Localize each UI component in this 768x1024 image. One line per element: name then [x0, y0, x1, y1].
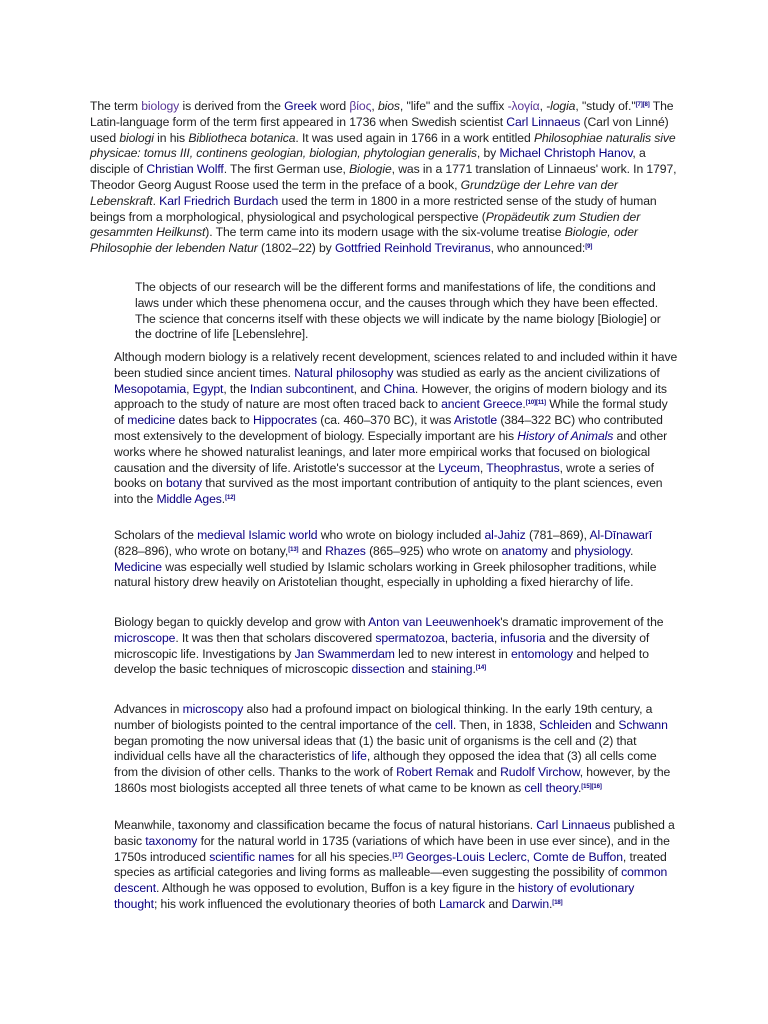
- text: and the diversity of microscopic life. Investigations by: [114, 630, 650, 661]
- text: .: [577, 780, 582, 795]
- text: ; his work influenced the evolutionary theories of both: [153, 896, 440, 911]
- link-theophrastus[interactable]: Theophrastus: [486, 460, 560, 475]
- text: began promoting the now universal ideas that (1) the basic unit of organisms is the cell and (2) that individual cells have all the characteristics of: [114, 733, 637, 764]
- text: ,: [539, 99, 547, 113]
- text: , although they opposed the idea that (3) all cells come from the division of other cells. Thanks to the work of: [114, 749, 657, 780]
- text: . It was used again in 1766 in a work entitled: [295, 130, 534, 145]
- text: and: [473, 765, 501, 780]
- text: (865–925) who wrote on: [365, 543, 502, 558]
- link-egypt[interactable]: Egypt: [192, 381, 224, 396]
- term-biologie: Biologie: [349, 162, 392, 177]
- text: Meanwhile, taxonomy and classification became the focus of natural historians.: [114, 818, 537, 832]
- title-philosophiae-naturalis: Philosophiae naturalis sive physicae: tomus III, continens geologian, biologian, phytologian generalis: [90, 130, 676, 161]
- title-bibliotheca-botanica: Bibliotheca botanica: [188, 130, 296, 145]
- link-rhazes[interactable]: Rhazes: [325, 543, 366, 558]
- text: . Then, in 1838,: [452, 717, 540, 732]
- link-carl-linnaeus[interactable]: Carl Linnaeus: [536, 818, 611, 832]
- text: The term: [90, 99, 142, 113]
- text: (ca. 460–370 BC), it was: [316, 413, 454, 428]
- citation-12[interactable]: [225, 495, 235, 501]
- link-anatomy[interactable]: anatomy: [501, 543, 548, 558]
- text: .: [522, 397, 526, 412]
- link-medieval-islamic-world[interactable]: medieval Islamic world: [197, 528, 318, 542]
- link-entomology[interactable]: entomology: [511, 646, 574, 661]
- link-ancient-greece[interactable]: ancient Greece: [441, 397, 523, 412]
- link-indian-subcontinent[interactable]: Indian subcontinent: [249, 381, 354, 396]
- text: for the natural world in 1735 (variations of which have been in use ever since), and in the 1750s introduced: [114, 833, 670, 864]
- text: .: [549, 896, 553, 911]
- text: that survived as the most important contribution of antiquity to the plant sciences, even into the: [114, 476, 663, 507]
- text: who wrote on biology included: [317, 528, 485, 542]
- text: and: [404, 662, 432, 677]
- citation-9[interactable]: [585, 244, 592, 250]
- text: While the formal study of: [114, 397, 668, 428]
- paragraph-islamic-world: [114, 528, 679, 591]
- link-treviranus[interactable]: Gottfried Reinhold Treviranus: [334, 241, 491, 256]
- text: ,: [479, 460, 487, 475]
- text: , "study of.": [575, 99, 636, 113]
- link-greek[interactable]: Greek: [284, 99, 317, 113]
- text: and: [485, 896, 512, 911]
- link-bacteria[interactable]: bacteria: [451, 630, 494, 645]
- link-darwin[interactable]: Darwin: [511, 896, 549, 911]
- link-common-descent[interactable]: common descent: [114, 865, 668, 896]
- text: . It was then that scholars discovered: [175, 630, 376, 645]
- paragraph-taxonomy: [114, 818, 679, 913]
- text: , and: [353, 381, 384, 396]
- link-life[interactable]: life: [351, 749, 367, 764]
- link-medicine[interactable]: medicine: [127, 413, 176, 428]
- text: (384–322 BC) who contributed most extensively to the development of biology. Especially important are his: [114, 413, 663, 443]
- text: and helped to develop the basic techniques of microscopic: [114, 646, 649, 677]
- text: (Carl von Linné) used: [90, 114, 669, 145]
- text: (781–869),: [525, 528, 590, 542]
- text: published a basic: [114, 818, 675, 848]
- link-physiology[interactable]: physiology: [574, 543, 630, 558]
- text: ,: [493, 630, 501, 645]
- text: , "life" and the suffix: [399, 99, 508, 113]
- link-hippocrates[interactable]: Hippocrates: [253, 413, 317, 428]
- link-china[interactable]: China: [383, 381, 415, 396]
- text: and other works where he showed naturalist leanings, and later more empirical works that focused on biological causation and the diversity of life. Aristotle's successor at the: [114, 428, 668, 475]
- text: (828–896), who wrote on botany,: [114, 543, 289, 558]
- link-biology[interactable]: biology: [141, 99, 180, 113]
- link-hanov[interactable]: Michael Christoph Hanov: [499, 146, 633, 161]
- text: (1802–22) by: [257, 241, 335, 256]
- link-mesopotamia[interactable]: Mesopotamia: [114, 381, 187, 396]
- text: and: [547, 543, 575, 558]
- link-cell[interactable]: cell: [435, 717, 453, 732]
- text: , a disciple of: [90, 146, 646, 177]
- text: ,: [186, 381, 193, 396]
- link-burdach[interactable]: Karl Friedrich Burdach: [159, 193, 279, 208]
- link-leeuwenhoek[interactable]: Anton van Leeuwenhoek: [368, 615, 501, 629]
- citation-10-11[interactable]: [526, 400, 546, 406]
- text: The Latin-language form of the term first appeared in 1736 when Swedish scientist: [90, 99, 674, 129]
- citation-link[interactable]: [18]: [552, 899, 563, 906]
- term-logia: -logia: [546, 99, 576, 113]
- link-christian-wolff[interactable]: Christian Wolff: [146, 162, 224, 177]
- paragraph-etymology: [90, 99, 680, 257]
- citation-14[interactable]: [476, 665, 486, 671]
- citation-18[interactable]: [552, 900, 562, 906]
- text: dates back to: [175, 413, 254, 428]
- link-lamarck[interactable]: Lamarck: [439, 896, 486, 911]
- title-biologie-oder-philosophie: Biologie, oder Philosophie der lebenden Natur: [90, 225, 638, 256]
- text: , however, by the 1860s most biologists accepted all three tenets of what came to be known as: [114, 765, 671, 795]
- text: was especially well studied by Islamic scholars working in Greek philosopher traditions, while natural history drew heavily on Aristotelian thought, especially in upholding a fixed hierarchy of life.: [114, 559, 657, 590]
- title-propadeutik: Propädeutik zum Studien der gesammten Heilkunst: [90, 209, 641, 240]
- citation-link[interactable]: [7][8]: [635, 102, 650, 108]
- link-scientific-names[interactable]: scientific names: [209, 849, 295, 864]
- text: in his: [153, 130, 189, 145]
- link-rudolf-virchow[interactable]: Rudolf Virchow: [500, 765, 580, 780]
- link-robert-remak[interactable]: Robert Remak: [396, 765, 474, 780]
- citation-13[interactable]: [288, 547, 298, 553]
- text: , treated species as artificial categories and living forms as malleable—even suggesting the possibility of: [114, 849, 667, 880]
- link-al-jahiz[interactable]: al-Jahiz: [484, 528, 526, 542]
- citation-7-8[interactable]: [636, 102, 650, 108]
- text: , by: [476, 146, 500, 161]
- link-carl-linnaeus[interactable]: Carl Linnaeus: [506, 114, 581, 129]
- blockquote-treviranus: The objects of our research will be the different forms and manifestations of life, the conditions and laws under which these phenomena occur, and the causes through which they have been effected. The science that concerns itself with these objects we will indicate by the name biology [Biologie] or the doctrine of life [Lebenslehre].: [135, 280, 661, 342]
- text: and: [591, 717, 619, 732]
- text: Advances in: [114, 702, 183, 716]
- citation-15-16[interactable]: [581, 784, 602, 790]
- link-spermatozoa[interactable]: spermatozoa: [375, 630, 445, 645]
- text: Scholars of the: [114, 528, 198, 542]
- paragraph-microscope: [114, 615, 679, 678]
- text: . The first German use,: [223, 162, 350, 177]
- text: 's dramatic improvement of the: [500, 615, 664, 629]
- link-history-of-evolutionary-thought[interactable]: history of evolutionary thought: [114, 881, 635, 911]
- text: , who announced:: [490, 241, 586, 256]
- link-label: History of Animals: [517, 428, 614, 443]
- link-aristotle[interactable]: Aristotle: [453, 413, 498, 428]
- text: .: [472, 662, 476, 677]
- citation-link[interactable]: [17]: [392, 852, 403, 859]
- link-infusoria[interactable]: infusoria: [500, 630, 546, 645]
- text: used the term in 1800 in a more restricted sense of the study of human beings from a morphological, physiological and psychological perspective (: [90, 193, 657, 224]
- paragraph-cell-theory: [114, 702, 679, 797]
- text: ,: [371, 99, 378, 113]
- link-medicine[interactable]: Medicine: [114, 559, 162, 574]
- link-bios-greek[interactable]: βίος: [349, 99, 372, 113]
- text: Although modern biology is a relatively recent development, sciences related to and included within it have been studied since ancient times.: [114, 350, 678, 380]
- citation-link[interactable]: [15][16]: [581, 783, 602, 790]
- text: ). The term came into its modern usage with the six-volume treatise: [205, 225, 565, 240]
- text: was studied as early as the ancient civilizations of: [393, 365, 660, 380]
- link-history-of-animals[interactable]: [517, 429, 613, 443]
- link-natural-philosophy[interactable]: Natural philosophy: [294, 365, 394, 380]
- text: word: [316, 99, 350, 113]
- link-logia-greek[interactable]: -λογία: [507, 99, 540, 113]
- link-staining[interactable]: staining: [431, 662, 473, 677]
- term-biologi: biologi: [119, 130, 154, 145]
- link-al-dinawari[interactable]: Al-Dīnawarī: [589, 528, 653, 542]
- text: , the: [223, 381, 250, 396]
- text: .: [221, 492, 226, 507]
- link-taxonomy[interactable]: taxonomy: [145, 833, 198, 848]
- citation-link[interactable]: [12]: [225, 495, 236, 502]
- text: is derived from the: [179, 99, 285, 113]
- text: . However, the origins of modern biology and its approach to the study of nature are most often traced back to: [114, 381, 667, 412]
- text: , wrote a series of books on: [114, 460, 654, 491]
- link-schleiden[interactable]: Schleiden: [539, 717, 592, 732]
- text: Biology began to quickly develop and grow with: [114, 615, 369, 629]
- link-microscopy[interactable]: microscopy: [182, 702, 244, 716]
- text: , was in a 1771 translation of Linnaeus' work. In 1797, Theodor Georg August Roose used the term in the preface of a book,: [90, 162, 677, 192]
- link-microscope[interactable]: microscope: [114, 630, 176, 645]
- text: .: [152, 193, 160, 208]
- text: .: [629, 543, 634, 558]
- citation-link[interactable]: [13]: [288, 546, 299, 553]
- link-schwann[interactable]: Schwann: [618, 717, 668, 732]
- text: led to new interest in: [394, 646, 512, 661]
- text: ,: [444, 630, 452, 645]
- link-dissection[interactable]: dissection: [351, 662, 405, 677]
- title-grundzuge: Grundzüge der Lehre van der Lebenskraft: [90, 177, 618, 208]
- text: . Although he was opposed to evolution, Buffon is a key figure in the: [156, 881, 519, 896]
- text: also had a profound impact on biological thinking. In the early 19th century, a number of biologists pointed to the central importance of the: [114, 702, 653, 732]
- text: and: [298, 543, 326, 558]
- text: for all his species.: [294, 849, 393, 864]
- link-lyceum[interactable]: Lyceum: [438, 460, 480, 475]
- term-bios: bios: [377, 99, 400, 113]
- citation-link[interactable]: [9]: [585, 244, 593, 251]
- citation-17[interactable]: [392, 853, 402, 859]
- link-botany[interactable]: botany: [165, 476, 202, 491]
- citation-link[interactable]: [10][11]: [525, 400, 546, 407]
- link-middle-ages[interactable]: Middle Ages: [156, 492, 222, 507]
- citation-link[interactable]: [14]: [475, 665, 487, 672]
- link-buffon[interactable]: Georges-Louis Leclerc, Comte de Buffon: [406, 849, 623, 864]
- link-swammerdam[interactable]: Jan Swammerdam: [294, 646, 395, 661]
- paragraph-ancient-history: [114, 350, 679, 508]
- link-cell-theory[interactable]: cell theory: [524, 780, 578, 795]
